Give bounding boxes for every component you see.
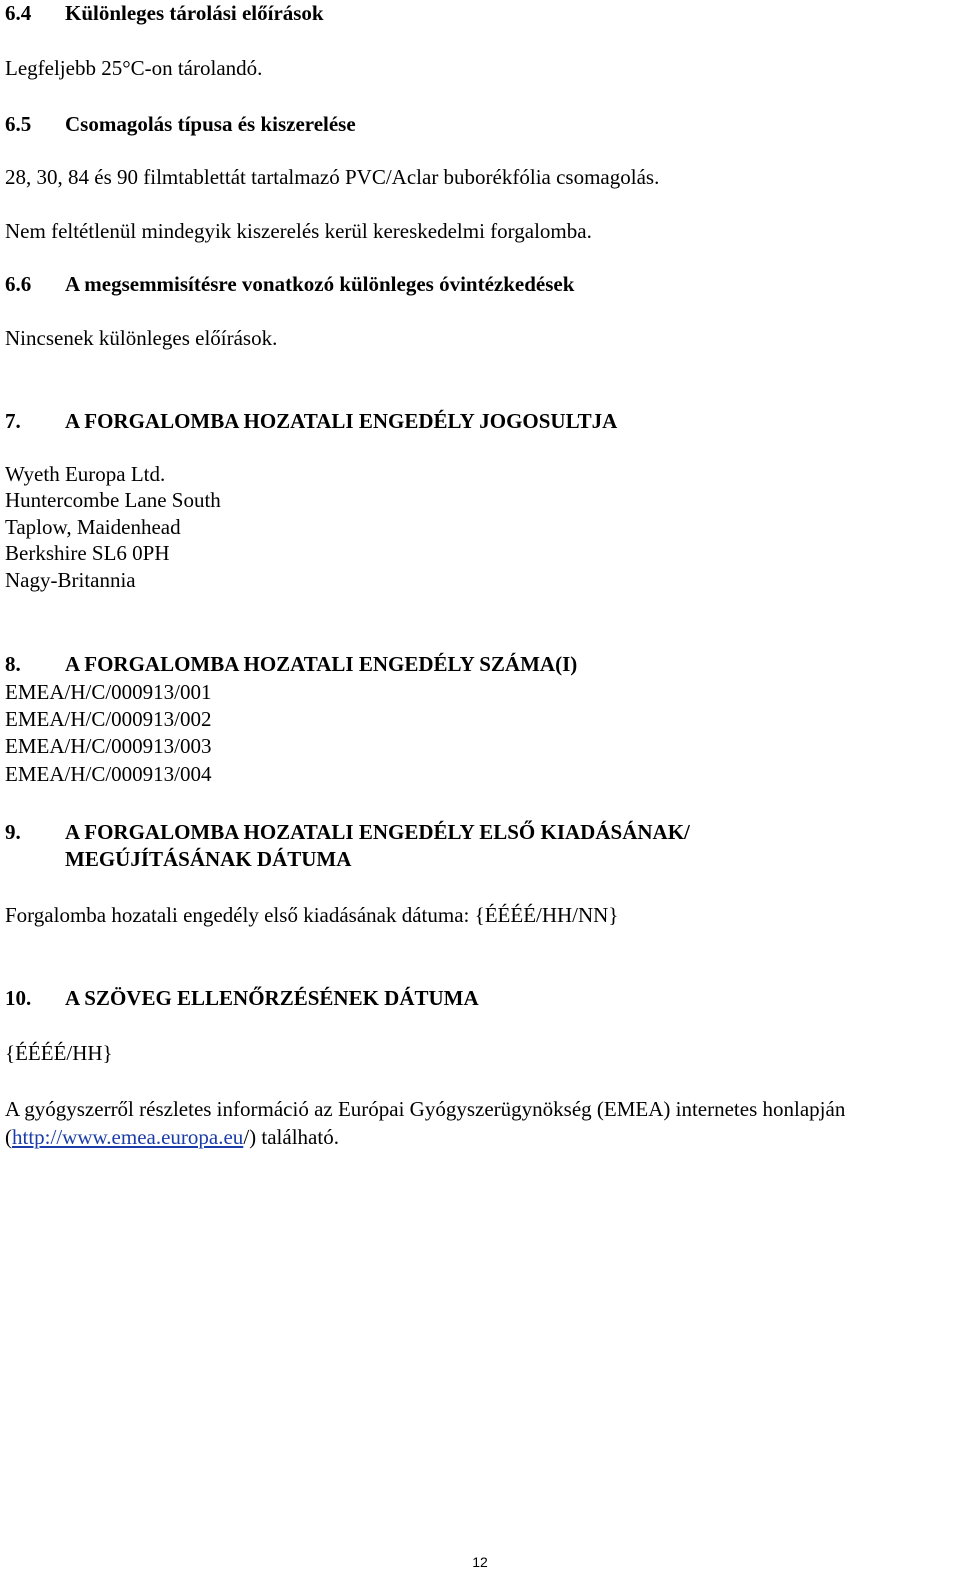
address-line: Wyeth Europa Ltd. [5,462,166,486]
first-authorisation-date: Forgalomba hozatali engedély első kiadásának dátuma: {ÉÉÉÉ/HH/NN} [5,903,619,927]
section-title: A megsemmisítésre vonatkozó különleges óvintézkedések [65,272,575,296]
paren-open: ( [5,1125,12,1149]
section-number: 8. [5,652,21,676]
section-6-6-heading [5,271,574,297]
section-number: 6.6 [5,272,32,296]
packaging-note: Nem feltétlenül mindegyik kiszerelés kerül kereskedelmi forgalomba. [5,219,592,243]
info-text-cont [5,1124,339,1150]
section-6-5-heading [5,111,356,137]
address-line: Nagy-Britannia [5,568,136,592]
section-6-4-heading [5,0,324,26]
address-line: Berkshire SL6 0PH [5,541,170,565]
section-title: A FORGALOMBA HOZATALI ENGEDÉLY SZÁMA(I) [65,652,578,676]
revision-date: {ÉÉÉÉ/HH} [5,1041,113,1065]
section-title: Különleges tárolási előírások [65,1,324,25]
section-number: 9. [5,820,21,844]
address-line: Huntercombe Lane South [5,488,221,512]
authorisation-number: EMEA/H/C/000913/001 [5,680,212,704]
section-9-heading [5,819,690,845]
info-text: A gyógyszerről részletes információ az Európai Gyógyszerügynökség (EMEA) internetes honlapján [5,1097,846,1121]
storage-text: Legfeljebb 25°C-on tárolandó. [5,56,263,80]
authorisation-number: EMEA/H/C/000913/004 [5,762,212,786]
section-title: A SZÖVEG ELLENŐRZÉSÉNEK DÁTUMA [65,986,479,1010]
section-8-heading [5,651,577,677]
section-number: 6.4 [5,1,32,25]
section-9-heading-cont: MEGÚJÍTÁSÁNAK DÁTUMA [65,847,352,871]
authorisation-number: EMEA/H/C/000913/003 [5,734,212,758]
section-title: Csomagolás típusa és kiszerelése [65,112,356,136]
section-7-heading [5,408,617,434]
section-title: A FORGALOMBA HOZATALI ENGEDÉLY JOGOSULTJA [65,409,618,433]
packaging-text: 28, 30, 84 és 90 filmtablettát tartalmazó PVC/Aclar buborékfólia csomagolás. [5,165,660,189]
emea-website-link[interactable]: http://www.emea.europa.eu [12,1125,244,1149]
section-number: 6.5 [5,112,32,136]
authorisation-number: EMEA/H/C/000913/002 [5,707,212,731]
address-line: Taplow, Maidenhead [5,515,181,539]
info-tail: /) található. [243,1125,339,1149]
section-number: 10. [5,986,32,1010]
disposal-text: Nincsenek különleges előírások. [5,326,278,350]
section-title: A FORGALOMBA HOZATALI ENGEDÉLY ELSŐ KIADÁSÁNAK/ [65,820,690,844]
section-10-heading [5,985,479,1011]
page-number: 12 [472,1554,488,1570]
section-number: 7. [5,409,21,433]
